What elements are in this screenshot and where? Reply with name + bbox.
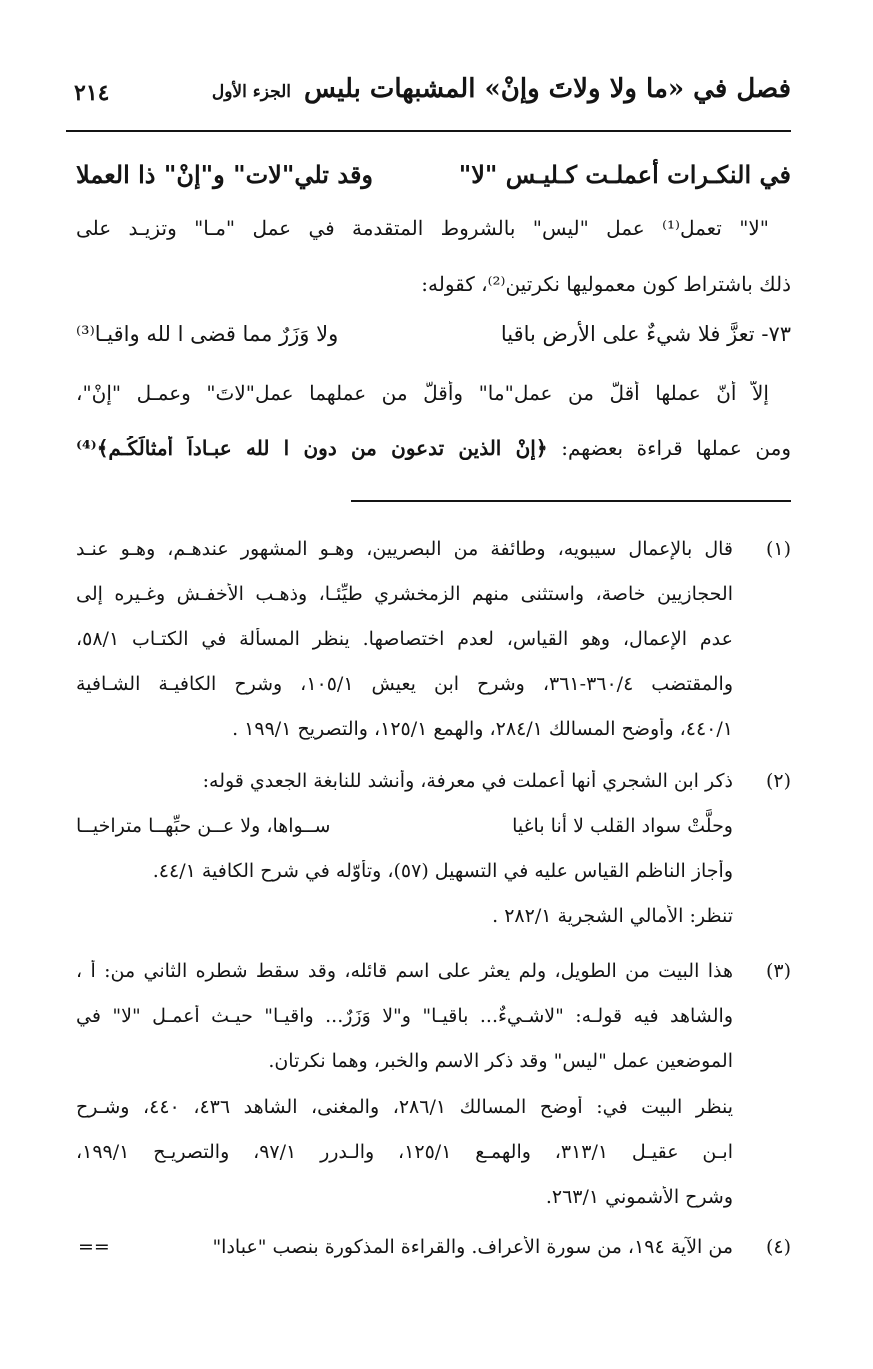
footnote-number: (٢) [765,770,791,792]
verse-first-hemistich: وحلَّتْ سواد القلب لا أنا باغيا [512,815,733,837]
footnote-line: وأجاز الناظم القياس عليه في التسهيل (٥٧)، وتأوّله في شرح الكافية ٤٤/١. [152,860,733,882]
verse-first-hemistich: في النكـرات أعملـت كـليـس "لا" [458,160,791,189]
volume-label: الجزء الأول [211,82,291,102]
verse-first-hemistich: ٧٣- تعزَّ فلا شيءٌ على الأرض باقيا [500,322,791,346]
body-text: ومن عملها قراءة بعضهم: [561,436,791,460]
footnote-line: عدم الإعمال، وهو القياس، لعدم اختصاصها. ينظر المسألة في الكتـاب ٥٨/١، [76,628,733,650]
footnote-line: تنظر: الأمالي الشجرية ٢٨٢/١ . [492,905,733,927]
header-rule [66,130,791,132]
quran-quote: ﴿إنْ الذين تدعون من دون ا لله عبـاداً أمثالَكُـم﴾⁽⁴⁾ [76,436,548,460]
footnote-line: وشرح الأشموني ٢٦٣/١. [545,1186,733,1208]
verse-second-hemistich: ســواها، ولا عــن حبِّهــا متراخيــا [76,815,331,837]
footnote-line: ذكر ابن الشجري أنها أعملت في معرفة، وأنشد للنابغة الجعدي قوله: [202,770,733,792]
body-line [76,436,791,460]
running-header [70,60,791,120]
footnote-line: والمقتضب ٣٦٠/٤-٣٦١، وشرح ابن يعيش ١٠٥/١، وشرح الكافيـة الشـافية [76,673,733,695]
continuation-mark: == [78,1236,110,1258]
footnote-verse [76,815,733,845]
footnote-line: من الآية ١٩٤، من سورة الأعراف. والقراءة المذكورة بنصب "عبادا" [212,1236,733,1258]
page-number: ٢١٤ [74,80,110,106]
body-line: "لا" تعمل⁽¹⁾ عمل "ليس" بالشروط المتقدمة في عمل "مـا" وتزيـد على [76,216,769,240]
example-verse [76,322,791,356]
body-line: إلاّ أنّ عملها أقلُّ من عمل"ما" وأقلُّ من عملهما عمل"لاتَ" وعمـل "إنْ"، [76,381,769,405]
footnote-line: قال بالإعمال سيبويه، وطائفة من البصريين، وهـو المشهور عندهـم، وهـو عنـد [76,538,733,560]
footnote-line: ٤٤٠/١، وأوضح المسالك ٢٨٤/١، والهمع ١٢٥/١، والتصريح ١٩٩/١ . [232,718,733,740]
alfiyya-verse [76,160,791,196]
footnote-line: ينظر البيت في: أوضح المسالك ٢٨٦/١، والمغنى، الشاهد ٤٣٦، ٤٤٠، وشـرح [76,1096,733,1118]
footnote-line: الموضعين عمل "ليس" وقد ذكر الاسم والخبر، وهما نكرتان. [268,1050,733,1072]
footnote-line: الحجازيين خاصة، واستثنى منهم الزمخشري طيِّئـا، وذهـب الأخفـش وغـيره إلى [76,583,733,605]
footnote-number: (٤) [765,1236,791,1258]
body-line: ذلك باشتراط كون معموليها نكرتين⁽²⁾، كقوله: [421,272,791,296]
footnote-line: ابـن عقيـل ٣١٣/١، والهمـع ١٢٥/١، والـدرر ٩٧/١، والتصريـح ١٩٩/١، [76,1141,733,1163]
footnote-separator [351,500,791,502]
chapter-title: فصل في «ما ولا ولاتَ وإنْ» المشبهات بليس [303,74,791,104]
footnote-number: (٣) [765,960,791,982]
footnote-line: هذا البيت من الطويل، ولم يعثر على اسم قائله، وقد سقط شطره الثاني من: أ ، [76,960,733,982]
footnote-number: (١) [765,538,791,560]
verse-second-hemistich: ولا وَزَرٌ مما قضى ا لله واقيـا⁽³⁾ [76,322,339,346]
footnote-line: والشاهد فيه قولـه: "لاشـيءٌ... باقيـا" و"لا وَزَرٌ... واقيـا" حيـث أعمـل "لا" في [76,1005,733,1027]
verse-second-hemistich: وقد تلي"لات" و"إنْ" ذا العملا [76,160,373,189]
